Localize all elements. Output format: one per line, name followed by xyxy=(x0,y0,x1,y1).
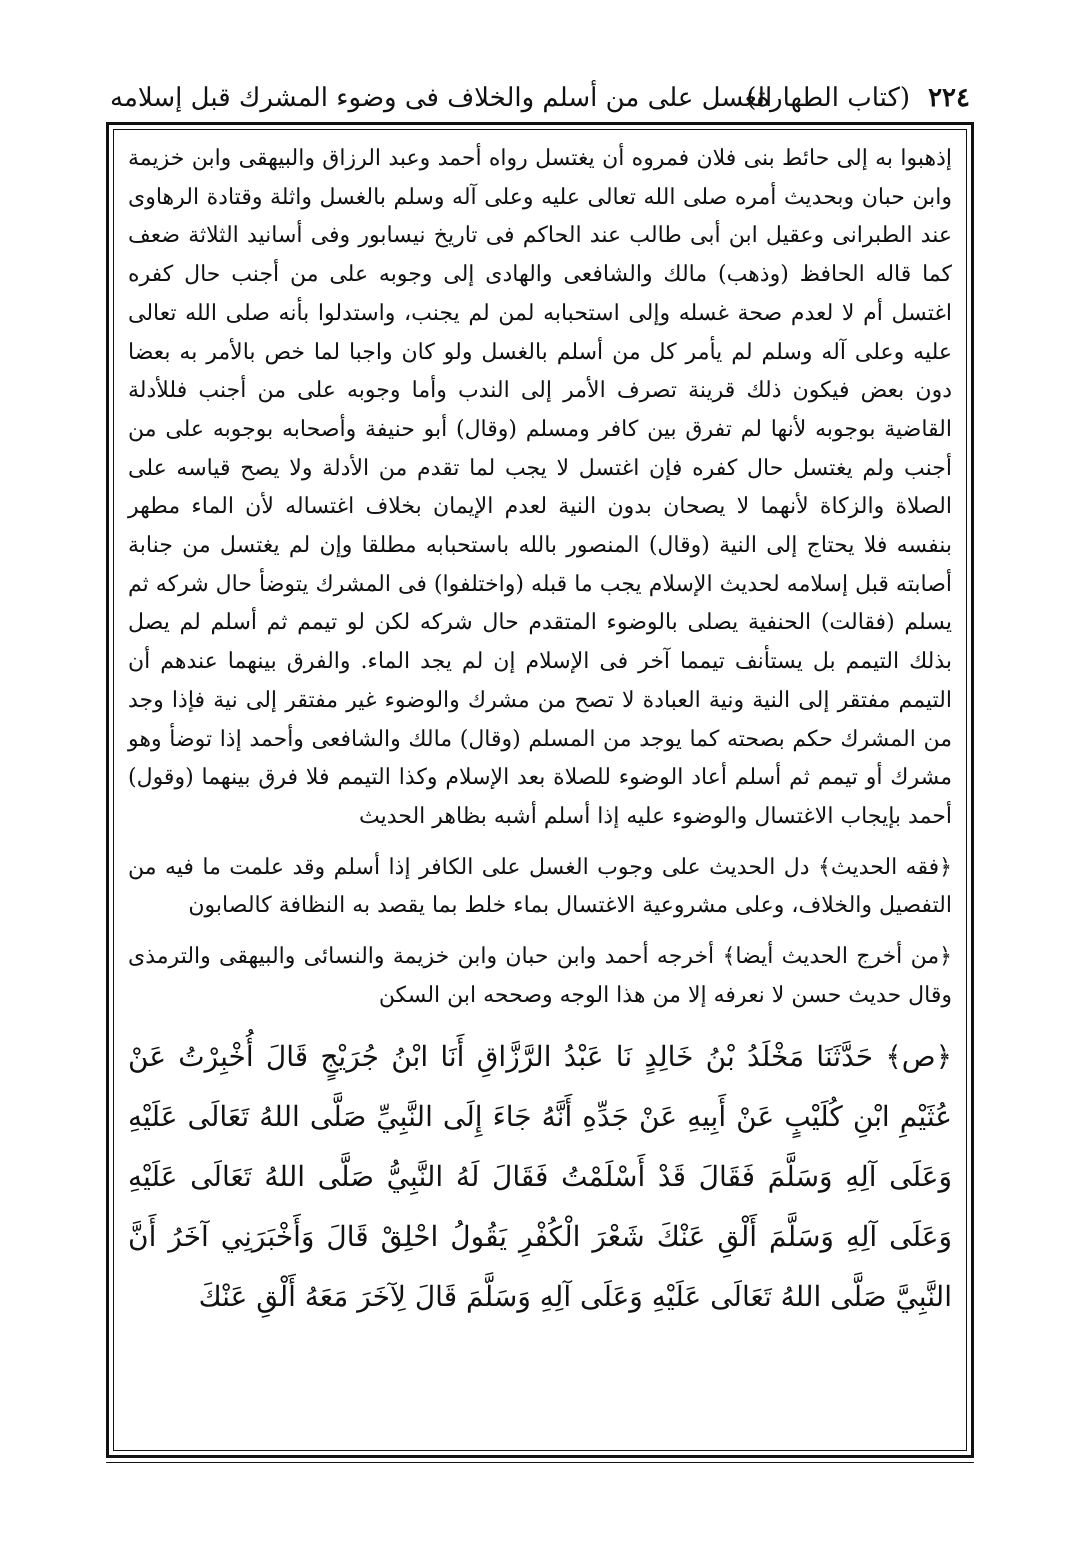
takhrij-paragraph: ﴿من أخرج الحديث أيضا﴾ أخرجه أحمد وابن حبان وابن خزيمة والنسائى والبيهقى والترمذى وقال حديث حسن لا نعرفه إلا من هذا الوجه وصححه ابن السكن xyxy=(128,944,952,1008)
chapter-title: الغسل على من أسلم والخلاف فى وضوء المشرك قبل إسلامه xyxy=(110,83,773,113)
frame-bottom-rule xyxy=(106,1462,974,1463)
commentary-paragraph: إذهبوا به إلى حائط بنى فلان فمروه أن يغتسل رواه أحمد وعبد الرزاق والبيهقى وابن خزيمة وابن حبان وبحديث أمره صلى الله تعالى عليه وعلى آله وسلم بالغسل واثلة وقتادة الرهاوى عند الطبرانى وعقيل ابن أبى طالب عند الحاكم فى تاريخ نيسابور وفى أسانيد الثلاثة ضعف كما قاله الحافظ (وذهب) مالك والشافعى والهادى إلى وجوبه على من أجنب حال كفره اغتسل أم لا لعدم صحة غسله وإلى استحبابه لمن لم يجنب، واستدلوا بأنه صلى الله تعالى عليه وعلى آله وسلم لم يأمر كل من أسلم بالغسل ولو كان واجبا لما خص بالأمر به بعضا دون بعض فيكون ذلك قرينة تصرف الأمر إلى الندب وأما وجوبه على من أجنب فللأدلة القاضية بوجوبه لأنها لم تفرق بين كافر ومسلم (وقال) أبو حنيفة وأصحابه بوجوبه على من أجنب ولم يغتسل حال كفره فإن اغتسل لا يجب لما تقدم من الأدلة ولا يصح قياسه على الصلاة والزكاة لأنهما لا يصحان بدون النية لعدم الإيمان بخلاف اغتساله لأن الماء مطهر بنفسه فلا يحتاج إلى النية (وقال) المنصور بالله باستحبابه مطلقا وإن لم يغتسل من جنابة أصابته قبل إسلامه لحديث الإسلام يجب ما قبله (واختلفوا) فى المشرك يتوضأ حال شركه ثم يسلم (فقالت) الحنفية يصلى بالوضوء المتقدم حال شركه لكن لو تيمم ثم أسلم لم يصل بذلك التيمم بل يستأنف تيمما آخر فى الإسلام إن لم يجد الماء. والفرق بينهما عندهم أن التيمم مفتقر إلى النية ونية العبادة لا تصح من مشرك والوضوء غير مفتقر إلى نية فإذا وجد من المشرك حكم بصحته كما يوجد من المسلم (وقال) مالك والشافعى وأحمد إذا توضأ وهو مشرك أو تيمم ثم أسلم أعاد الوضوء للصلاة بعد الإسلام وكذا التيمم فلا فرق بينهما (وقول) أحمد بإيجاب الاغتسال والوضوء عليه إذا أسلم أشبه بظاهر الحديث xyxy=(128,146,952,829)
book-title: (كتاب الطهارة) xyxy=(746,83,910,113)
page-header xyxy=(110,78,970,118)
page-number: ٢٢٤ xyxy=(928,83,970,113)
page-body xyxy=(128,140,952,1327)
fiqh-paragraph: ﴿فقه الحديث﴾ دل الحديث على وجوب الغسل على الكافر إذا أسلم وقد علمت ما فيه من التفصيل والخلاف، وعلى مشروعية الاغتسال بماء خلط بما يقصد به النظافة كالصابون xyxy=(128,854,952,919)
hadith-text: ﴿ص﴾ حَدَّثَنَا مَخْلَدُ بْنُ خَالِدٍ نَا عَبْدُ الرَّزَّاقِ أَنَا ابْنُ جُرَيْجٍ قَالَ أُخْبِرْتُ عَنْ عُثَيْمِ ابْنِ كُلَيْبٍ عَنْ أَبِيهِ عَنْ جَدِّهِ أَنَّهُ جَاءَ إِلَى النَّبِيِّ صَلَّى اللهُ تَعَالَى عَلَيْهِ وَعَلَى آلِهِ وَسَلَّمَ فَقَالَ قَدْ أَسْلَمْتُ فَقَالَ لَهُ النَّبِيُّ صَلَّى اللهُ تَعَالَى عَلَيْهِ وَعَلَى آلِهِ وَسَلَّمَ أَلْقِ عَنْكَ شَعْرَ الْكُفْرِ يَقُولُ احْلِقْ قَالَ وَأَخْبَرَنِي آخَرُ أَنَّ النَّبِيَّ صَلَّى اللهُ تَعَالَى عَلَيْهِ وَعَلَى آلِهِ وَسَلَّمَ قَالَ لِآخَرَ مَعَهُ أَلْقِ عَنْكَ xyxy=(128,1040,952,1314)
